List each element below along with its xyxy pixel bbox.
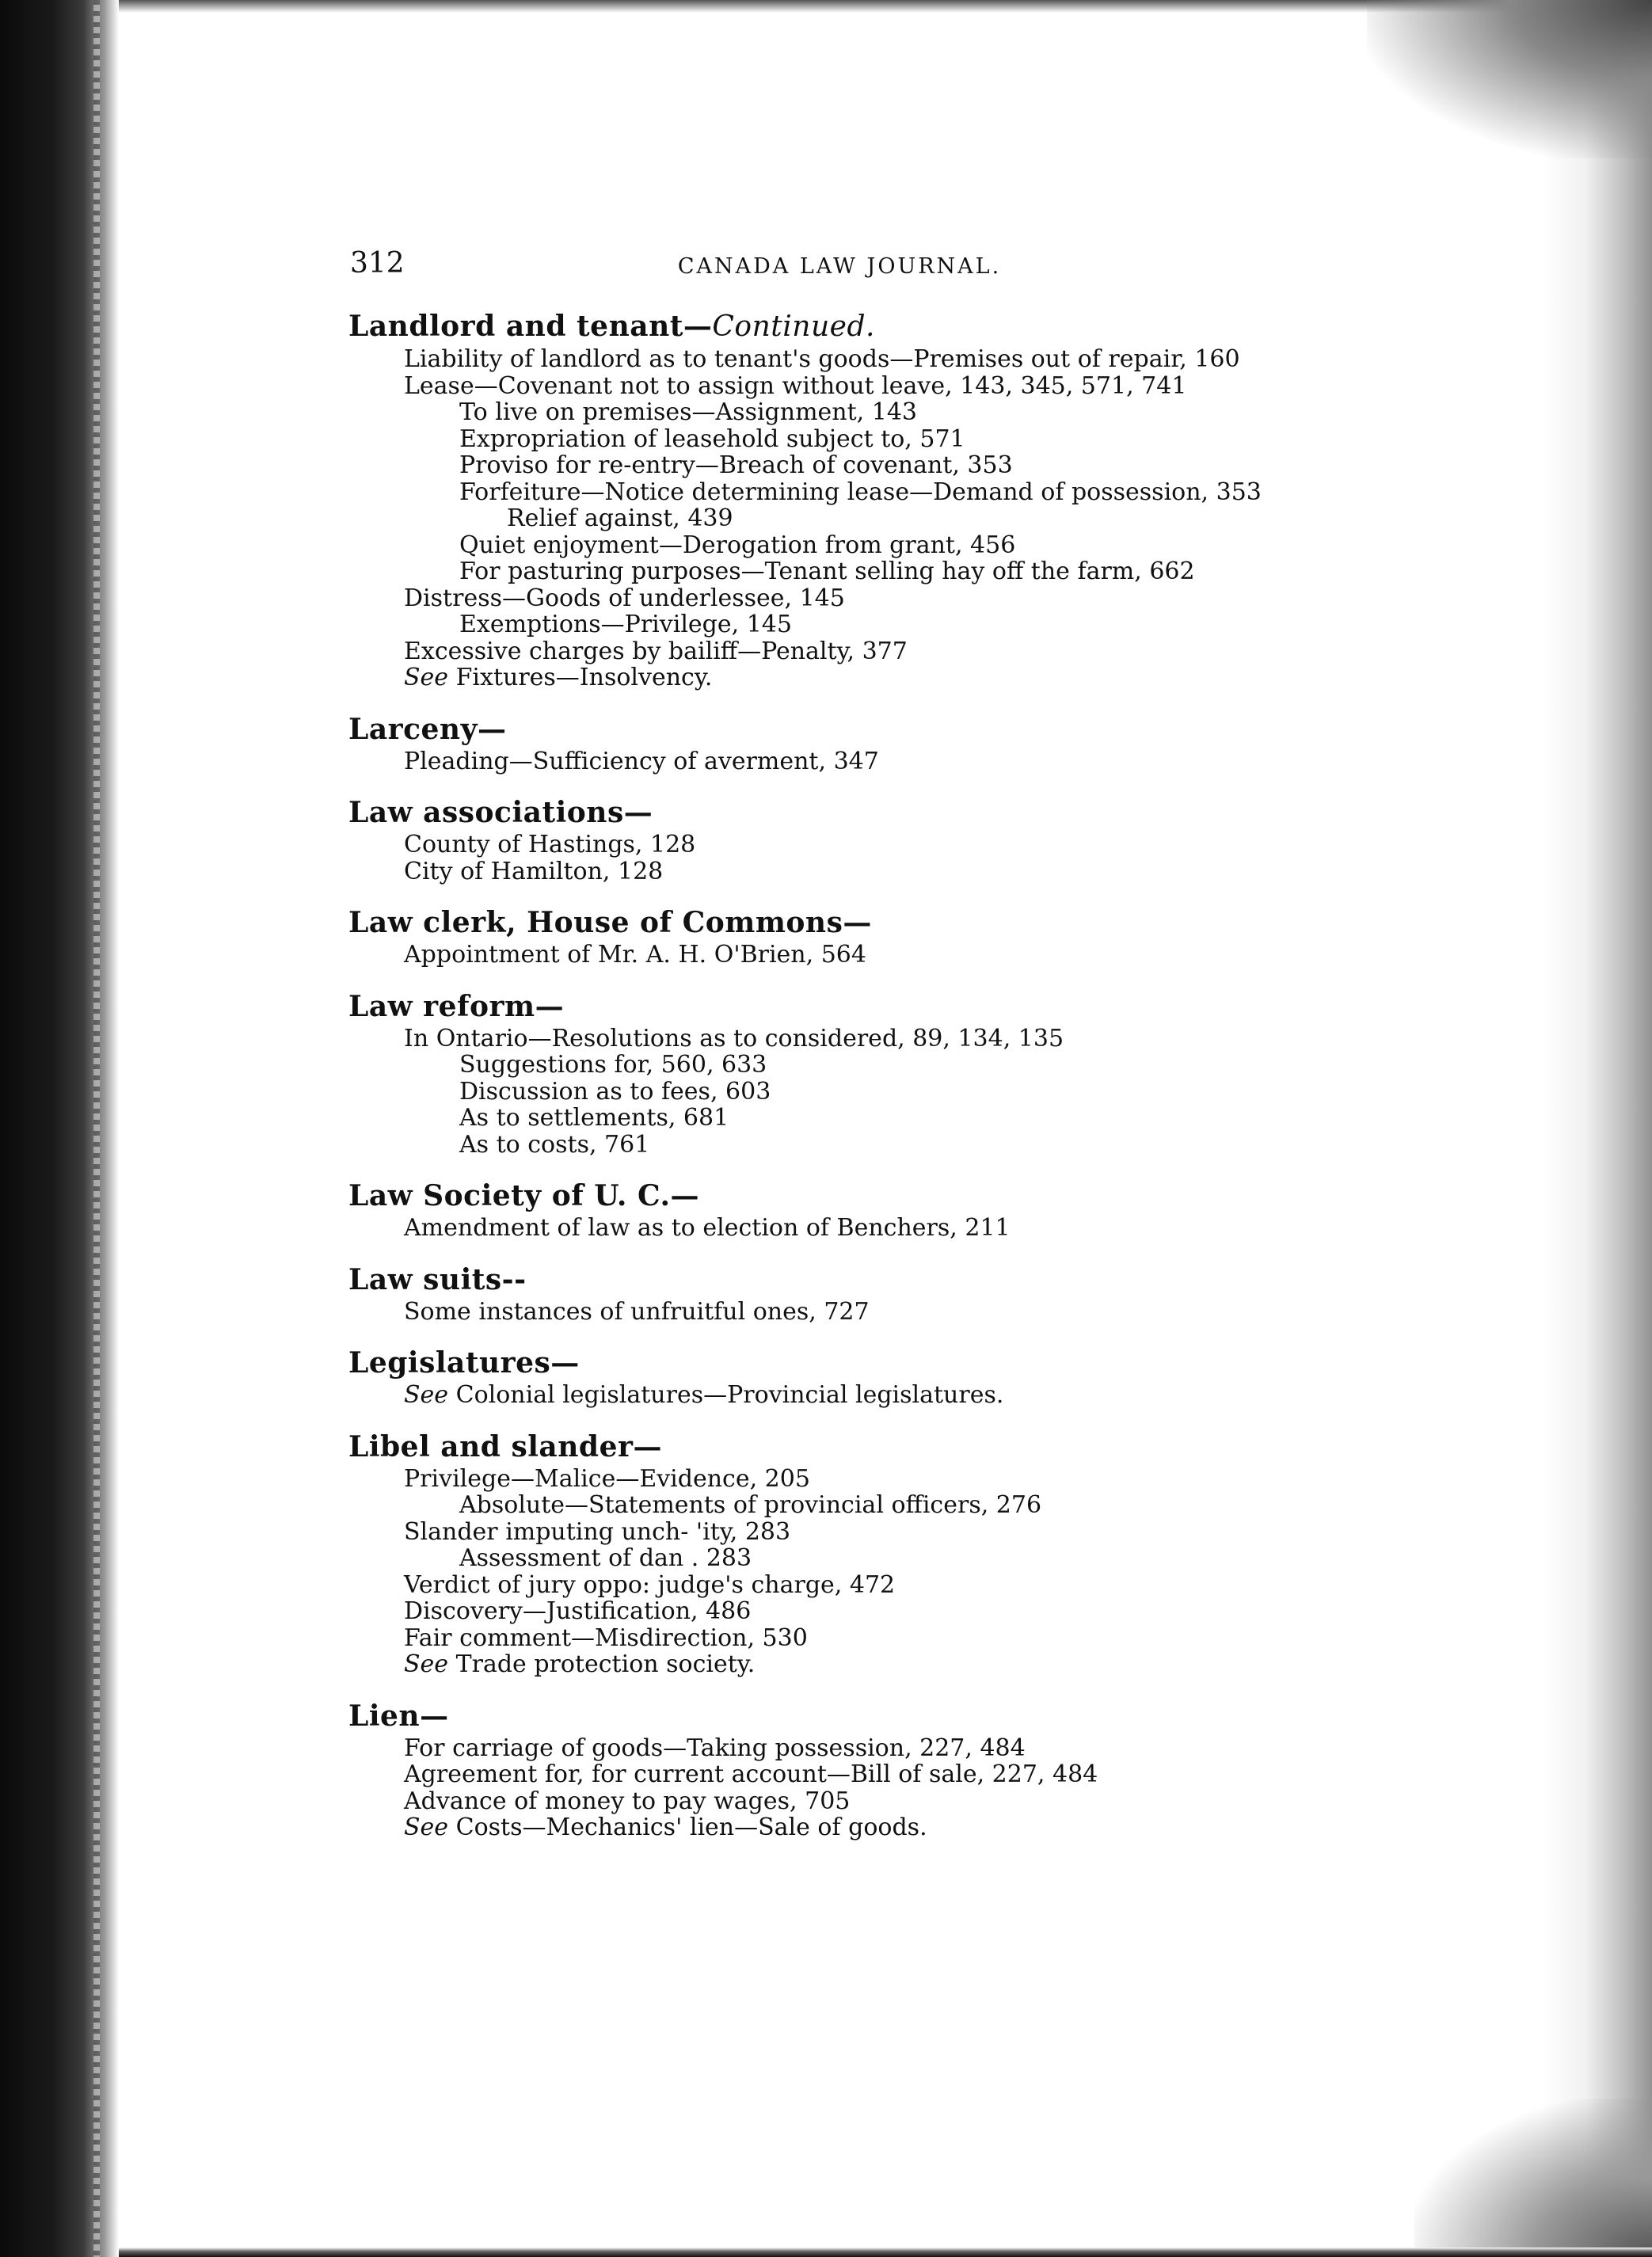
subentry-line: Privilege—Malice—Evidence, 205 bbox=[404, 1464, 810, 1493]
see-reference: See Costs—Mechanics' lien—Sale of goods. bbox=[404, 1814, 927, 1841]
subentry-line: Some instances of unfruitful ones, 727 bbox=[404, 1297, 870, 1326]
subentry-line: Relief against, 439 bbox=[507, 504, 733, 532]
subentry-line: Expropriation of leasehold subject to, 571 bbox=[459, 424, 965, 453]
index-entry-law-suits bbox=[348, 1262, 1330, 1326]
subentry-line: Proviso for re-entry—Breach of covenant, 353 bbox=[459, 451, 1013, 479]
index-entry-lien bbox=[348, 1699, 1330, 1841]
index-entry-landlord-and-tenant bbox=[348, 309, 1330, 691]
entry-heading: Legislatures— bbox=[348, 1346, 580, 1380]
subentry-line: Fair comment—Misdirection, 530 bbox=[404, 1623, 808, 1652]
subentry-line: As to settlements, 681 bbox=[459, 1104, 729, 1132]
subentry-line: Distress—Goods of underlessee, 145 bbox=[404, 584, 845, 612]
see-word: See bbox=[404, 1814, 449, 1841]
entry-heading: Larceny— bbox=[348, 712, 507, 746]
see-word: See bbox=[404, 664, 449, 691]
index-entry-law-clerk bbox=[348, 905, 1330, 969]
see-reference: See Colonial legislatures—Provincial legislatures. bbox=[404, 1381, 1004, 1409]
subentry-line: Quiet enjoyment—Derogation from grant, 456 bbox=[459, 531, 1016, 559]
entry-heading: Law reform— bbox=[348, 989, 565, 1023]
subentry-line: Liability of landlord as to tenant's goods—Premises out of repair, 160 bbox=[404, 345, 1240, 373]
subentry-line: Advance of money to pay wages, 705 bbox=[404, 1787, 851, 1815]
subentry-line: Suggestions for, 560, 633 bbox=[459, 1051, 767, 1079]
subentry-line: Lease—Covenant not to assign without leave, 143, 345, 571, 741 bbox=[404, 371, 1187, 400]
scan-bottom-edge bbox=[119, 2247, 1652, 2257]
see-word: See bbox=[404, 1650, 449, 1678]
subentry-line: As to costs, 761 bbox=[459, 1130, 650, 1159]
index-entry-law-society bbox=[348, 1178, 1330, 1242]
subentry-line: Verdict of jury oppo: judge's charge, 472 bbox=[404, 1570, 896, 1599]
subentry-line: For carriage of goods—Taking possession, 227, 484 bbox=[404, 1734, 1026, 1762]
subentry-line: Discovery—Justification, 486 bbox=[404, 1597, 752, 1625]
subentry-line: To live on premises—Assignment, 143 bbox=[459, 398, 917, 426]
subentry-line: Amendment of law as to election of Benchers, 211 bbox=[404, 1214, 1011, 1242]
entry-heading: Law clerk, House of Commons— bbox=[348, 906, 872, 939]
subentry-line: For pasturing purposes—Tenant selling hay off the farm, 662 bbox=[459, 558, 1195, 585]
index-entry-legislatures bbox=[348, 1345, 1330, 1409]
entry-heading: Libel and slander— bbox=[348, 1429, 662, 1463]
see-reference: See Fixtures—Insolvency. bbox=[404, 664, 713, 691]
scan-binding-edge bbox=[0, 0, 119, 2257]
scan-corner-top-right bbox=[1367, 0, 1652, 158]
page-header bbox=[348, 247, 1330, 287]
subentry-line: Discussion as to fees, 603 bbox=[459, 1077, 771, 1106]
subentry-line: Pleading—Sufficiency of averment, 347 bbox=[404, 747, 879, 775]
index-entry-larceny bbox=[348, 712, 1330, 775]
subentry-line: In Ontario—Resolutions as to considered, 89, 134, 135 bbox=[404, 1024, 1064, 1052]
running-head: CANADA LAW JOURNAL. bbox=[677, 254, 1002, 279]
entry-heading: Lien— bbox=[348, 1699, 449, 1733]
subentry-line: County of Hastings, 128 bbox=[404, 831, 696, 858]
entry-heading: Law suits-- bbox=[348, 1262, 527, 1296]
index-entry-law-reform bbox=[348, 989, 1330, 1159]
subentry-line: Appointment of Mr. A. H. O'Brien, 564 bbox=[404, 941, 866, 969]
scan-corner-bottom-right bbox=[1414, 2099, 1652, 2257]
entry-heading: Landlord and tenant—Continued. bbox=[348, 310, 875, 343]
scan-right-shade bbox=[1541, 0, 1652, 2257]
subentry-line: Assessment of dan . 283 bbox=[459, 1544, 752, 1572]
subentry-line: Excessive charges by bailiff—Penalty, 377 bbox=[404, 637, 908, 665]
index-entry-libel-and-slander bbox=[348, 1429, 1330, 1678]
subentry-line: City of Hamilton, 128 bbox=[404, 857, 664, 885]
entry-heading: Law Society of U. C.— bbox=[348, 1179, 699, 1212]
index-page bbox=[348, 247, 1330, 1841]
see-word: See bbox=[404, 1381, 449, 1409]
see-reference: See Trade protection society. bbox=[404, 1650, 756, 1678]
subentry-line: Slander imputing unch- 'ity, 283 bbox=[404, 1517, 791, 1546]
page-number: 312 bbox=[350, 247, 405, 280]
subentry-line: Absolute—Statements of provincial officers, 276 bbox=[459, 1491, 1042, 1519]
entry-heading: Law associations— bbox=[348, 796, 653, 829]
subentry-line: Exemptions—Privilege, 145 bbox=[459, 611, 792, 638]
subentry-line: Agreement for, for current account—Bill of sale, 227, 484 bbox=[404, 1760, 1098, 1788]
index-entry-law-associations bbox=[348, 795, 1330, 885]
heading-continued: Continued. bbox=[712, 310, 875, 343]
subentry-line: Forfeiture—Notice determining lease—Demand of possession, 353 bbox=[459, 478, 1262, 506]
